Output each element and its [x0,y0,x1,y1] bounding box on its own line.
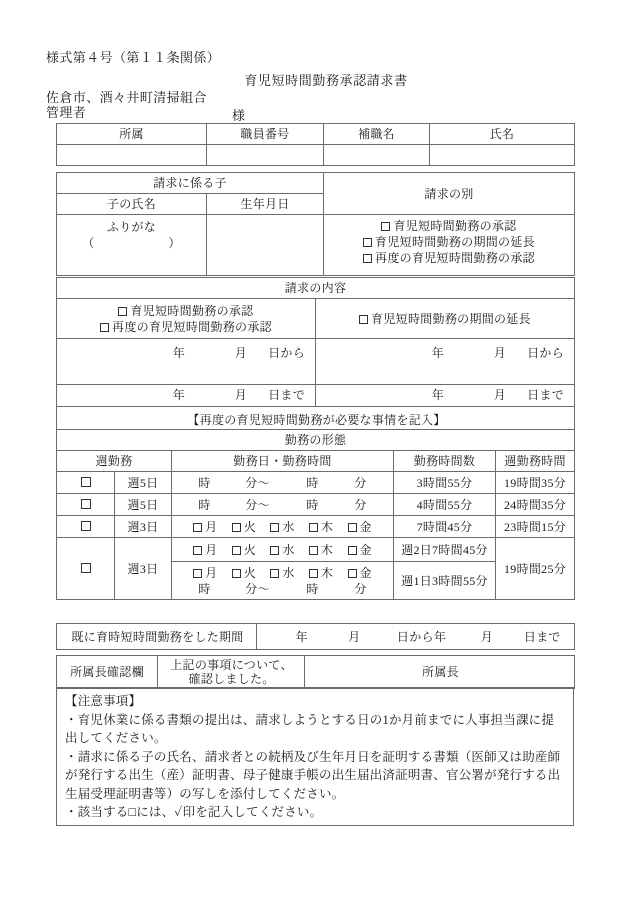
checkbox-icon[interactable] [309,546,318,555]
weekday-label: 木 [320,565,334,580]
weekday-fri[interactable] [348,519,372,535]
request-type-option-extension[interactable] [328,234,570,250]
notes-item-3: ・該当する□には、✓印を記入してください。 [65,805,323,819]
weekday-label: 火 [243,519,257,534]
weekday-mon[interactable] [193,519,217,535]
hour2-label: 時 [306,475,319,490]
request-type-option-reapproval[interactable] [328,250,570,266]
weekday-label: 金 [359,542,372,557]
table-row [57,299,575,339]
hour2-label: 時 [306,497,319,512]
field-child-name-furigana[interactable]: ふりがな （ ） [57,215,207,276]
table-row [57,124,575,145]
basic-info-table [56,123,575,166]
pattern-weekly-hours-1: 19時間35分 [496,472,575,494]
month-label: 月 [234,346,247,360]
weekday-label: 木 [320,519,334,534]
reason-note[interactable]: 【再度の育児短時間勤務が必要な事情を記入】 [57,407,575,433]
work-pattern-table [56,429,575,600]
header-name: 氏名 [430,124,575,145]
header-weekly-work: 週勤務 [57,451,172,472]
header-weekly-hours: 週勤務時間 [496,451,575,472]
table-row [57,430,575,451]
field-affiliation[interactable] [57,145,207,166]
option-label: 再度の育児短時間勤務の承認 [375,251,535,265]
header-child-group: 請求に係る子 [57,173,324,194]
checkbox-icon[interactable] [193,569,202,578]
table-row [57,538,575,562]
checkbox-icon[interactable] [309,523,318,532]
supervisor-confirmation-table [56,655,575,689]
pattern-week-4: 週3日 [115,538,172,600]
request-type-options [324,215,575,276]
child-and-request-type-table [56,172,575,276]
year-label: 年 [172,388,185,402]
confirm-statement [158,656,305,689]
pattern-daytime-2[interactable] [172,494,394,516]
field-employee-number[interactable] [207,145,324,166]
day-from-label: 日から [527,346,565,360]
table-row [57,656,575,689]
weekday-label: 水 [282,542,295,557]
checkbox-icon[interactable] [363,238,372,247]
pattern-checkbox-cell-3[interactable] [57,516,115,538]
pattern-weekly-hours-4: 19時間25分 [496,538,575,600]
field-child-birthdate[interactable] [207,215,324,276]
table-row [57,516,575,538]
checkbox-icon[interactable] [348,523,357,532]
header-affiliation: 所属 [57,124,207,145]
header-request-content: 請求の内容 [57,278,575,299]
right-period-from[interactable] [316,339,575,385]
minute2-label: 分 [354,475,367,490]
field-name[interactable] [430,145,575,166]
year-label: 年 [431,346,445,360]
checkbox-icon[interactable] [309,569,318,578]
left-period-to[interactable] [57,385,316,407]
content-left-options [57,299,316,339]
checkbox-icon[interactable] [359,315,368,324]
table-row [57,385,575,407]
weekday-label: 月 [205,519,218,534]
addressee-role: 管理者 [46,105,87,120]
page-title: 育児短時間勤務承認請求書 [244,73,408,88]
hour-label: 時 [198,497,211,512]
form-number: 様式第４号（第１１条関係） [46,50,221,65]
field-position-title[interactable] [324,145,430,166]
header-child-name: 子の氏名 [57,194,207,215]
weekday-thu[interactable] [309,565,333,581]
weekday-mon[interactable] [193,565,217,581]
weekday-tue[interactable] [232,519,256,535]
minute-from-label: 分〜 [245,581,270,596]
checkbox-icon[interactable] [232,546,241,555]
notes-heading: 【注意事項】 [65,694,142,708]
checkbox-icon[interactable] [118,307,127,316]
hour2-label: 時 [306,581,319,596]
pattern-daytime-3[interactable] [172,516,394,538]
month-label: 月 [348,629,361,644]
table-row [57,472,575,494]
header-child-birthdate: 生年月日 [207,194,324,215]
pattern-work-hours-2: 4時間55分 [394,494,496,516]
table-row [57,494,575,516]
checkbox-icon[interactable] [81,521,91,531]
pattern-work-hours-3: 7時間45分 [394,516,496,538]
weekday-fri[interactable] [348,542,372,558]
weekday-thu[interactable] [309,542,333,558]
day-from-label: 日から年 [396,629,447,644]
minute2-label: 分 [354,581,367,596]
checkbox-icon[interactable] [81,477,91,487]
checkbox-icon[interactable] [363,254,372,263]
addressee-organization: 佐倉市、酒々井町清掃組合 [46,90,207,105]
pattern-checkbox-cell-2[interactable] [57,494,115,516]
day-to-label: 日まで [268,388,305,402]
minute2-label: 分 [354,497,367,512]
year-label: 年 [431,388,445,402]
weekday-label: 月 [205,565,218,580]
header-employee-number: 職員番号 [207,124,324,145]
option-label: 育児短時間勤務の承認 [393,219,517,233]
month-label: 月 [493,388,507,402]
confirm-statement-line2: 確認しました。 [188,672,275,686]
previous-period-value[interactable] [257,624,575,650]
hour-label: 時 [198,475,211,490]
content-option-extension[interactable] [320,311,570,327]
pattern-daytime-1[interactable] [172,472,394,494]
pattern-weekly-hours-3: 23時間15分 [496,516,575,538]
month-label: 月 [234,388,247,402]
weekday-label: 金 [359,519,372,534]
pattern-daytime-4a[interactable] [172,538,394,562]
option-label: 育児短時間勤務の期間の延長 [375,235,535,249]
pattern-daytime-4b[interactable] [172,562,394,600]
header-position-title: 補職名 [324,124,430,145]
weekday-label: 月 [205,542,218,557]
checkbox-icon[interactable] [270,523,279,532]
year-label: 年 [295,629,308,644]
pattern-checkbox-cell-4[interactable] [57,538,115,600]
hour-label: 時 [198,581,211,596]
previous-period-table [56,623,575,650]
addressee-honorific: 様 [232,108,246,123]
day-to-label: 日まで [523,629,561,644]
year-label: 年 [172,346,185,360]
checkbox-icon[interactable] [270,569,279,578]
pattern-week-2: 週5日 [115,494,172,516]
supervisor-label: 所属長 [422,665,459,679]
option-label: 再度の育児短時間勤務の承認 [112,319,272,334]
notes-item-1: ・育児休業に係る書類の提出は、請求しようとする日の1か月前までに人事担当課に提出してください。 [65,712,555,745]
pattern-checkbox-cell-1[interactable] [57,472,115,494]
table-row [57,215,575,276]
checkbox-icon[interactable] [348,569,357,578]
table-row [57,145,575,166]
weekday-label: 火 [243,565,257,580]
minute-from-label: 分〜 [245,475,270,490]
pattern-work-hours-4b: 週1日3時間55分 [394,562,496,600]
header-request-type: 請求の別 [324,173,575,215]
checkbox-icon[interactable] [348,546,357,555]
notes-item-2: ・請求に係る子の氏名、請求者との続柄及び生年月日を証明する書類（医師又は助産師が発行する出生（産）証明書、母子健康手帳の出生届出済証明書、官公署が発行する出生届受理証明書等）の写しを添付してください。 [65,749,561,801]
weekday-label: 木 [320,542,334,557]
pattern-week-1: 週5日 [115,472,172,494]
option-label: 育児短時間勤務の期間の延長 [371,311,531,326]
option-label: 育児短時間勤務の承認 [130,303,254,318]
minute-from-label: 分〜 [245,497,270,512]
supervisor-field[interactable] [305,656,575,689]
right-period-to[interactable] [316,385,575,407]
table-row [57,624,575,650]
notes-box [56,687,574,826]
checkbox-icon[interactable] [193,523,202,532]
checkbox-icon[interactable] [232,569,241,578]
checkbox-icon[interactable] [381,222,390,231]
weekday-label: 金 [359,565,372,580]
table-row [57,278,575,299]
weekday-wed[interactable] [270,519,294,535]
pattern-week-3: 週3日 [115,516,172,538]
table-row [57,451,575,472]
left-period-from[interactable] [57,339,316,385]
pattern-work-hours-1: 3時間55分 [394,472,496,494]
day-to-label: 日まで [527,388,565,402]
weekday-mon[interactable] [193,542,217,558]
content-option-reapproval[interactable] [61,319,311,335]
weekday-label: 水 [282,565,295,580]
header-work-hours: 勤務時間数 [394,451,496,472]
table-row [57,339,575,385]
request-content-table [56,277,575,433]
pattern-weekly-hours-2: 24時間35分 [496,494,575,516]
month2-label: 月 [480,629,493,644]
table-row [57,173,575,194]
checkbox-icon[interactable] [193,546,202,555]
checkbox-icon[interactable] [100,323,109,332]
content-option-approval[interactable] [61,303,311,319]
weekday-wed[interactable] [270,542,294,558]
checkbox-icon[interactable] [81,499,91,509]
content-right-options [316,299,575,339]
confirm-label: 所属長確認欄 [57,656,158,689]
month-label: 月 [493,346,507,360]
weekday-label: 水 [282,519,295,534]
checkbox-icon[interactable] [232,523,241,532]
addressee-block [46,90,207,120]
request-type-option-approval[interactable] [328,218,570,234]
day-from-label: 日から [268,346,305,360]
header-work-pattern: 勤務の形態 [57,430,575,451]
previous-period-label: 既に育時短時間勤務をした期間 [57,624,257,650]
weekday-tue[interactable] [232,542,256,558]
header-workday-worktime: 勤務日・勤務時間 [172,451,394,472]
checkbox-icon[interactable] [81,563,91,573]
weekday-tue[interactable] [232,565,256,581]
weekday-thu[interactable] [309,519,333,535]
confirm-statement-line1: 上記の事項について、 [170,658,293,672]
weekday-fri[interactable] [348,565,372,581]
checkbox-icon[interactable] [270,546,279,555]
pattern-work-hours-4a: 週2日7時間45分 [394,538,496,562]
weekday-label: 火 [243,542,257,557]
weekday-wed[interactable] [270,565,294,581]
